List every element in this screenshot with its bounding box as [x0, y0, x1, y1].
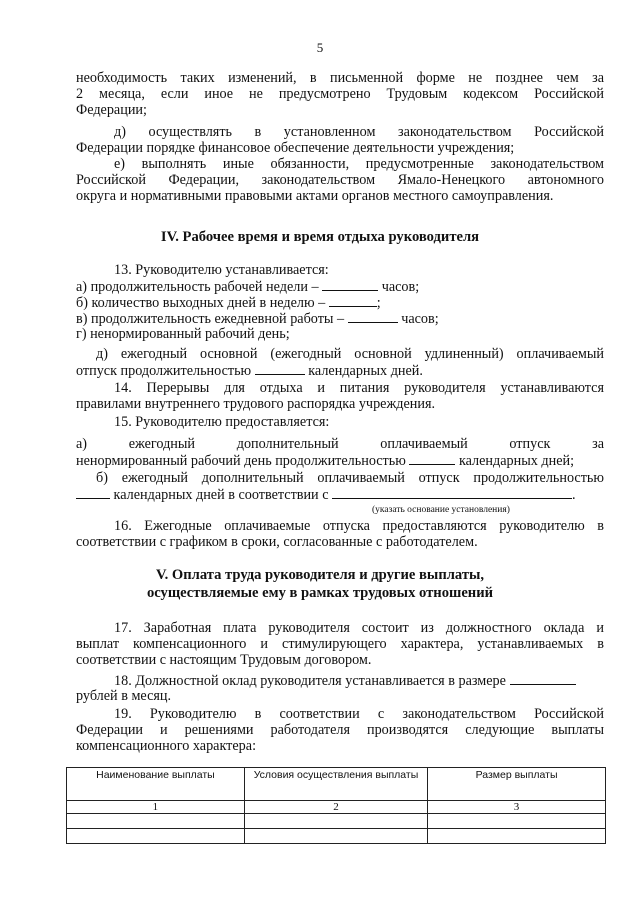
text-line: выплат компенсационного и стимулирующего характера, устанавливаемых в	[76, 636, 604, 652]
blank-field[interactable]	[409, 452, 455, 465]
text-line: 15. Руководителю предоставляется:	[114, 414, 330, 430]
section-heading: V. Оплата труда руководителя и другие выплаты,	[155, 567, 485, 583]
text-line: соответствии с графиком в сроки, согласованные с работодателем.	[76, 534, 478, 550]
section-heading: IV. Рабочее время и время отдыха руководителя	[160, 229, 480, 245]
table-cell[interactable]	[428, 829, 606, 844]
text-line: в) продолжительность ежедневной работы – часов;	[76, 311, 439, 327]
table-cell: 2	[244, 801, 427, 814]
blank-field[interactable]	[255, 362, 305, 375]
table-header: Размер выплаты	[428, 768, 606, 801]
table-cell[interactable]	[67, 829, 245, 844]
table-cell: 1	[67, 801, 245, 814]
text-line: Федерации порядке финансовое обеспечение деятельности учреждения;	[76, 140, 515, 156]
text-line: календарных дней в соответствии с .	[76, 486, 604, 503]
text-line: а) продолжительность рабочей недели – часов;	[76, 279, 420, 295]
text-line: 13. Руководителю устанавливается:	[114, 262, 329, 278]
text-line: 14. Перерывы для отдыха и питания руководителя устанавливаются	[114, 380, 604, 396]
text-line: б) ежегодный дополнительный оплачиваемый отпуск продолжительностью	[96, 470, 604, 486]
section-heading: осуществляемые ему в рамках трудовых отношений	[146, 585, 494, 601]
text-line: Федерации и решениями работодателя производятся следующие выплаты	[76, 722, 604, 738]
text-line: правилами внутреннего трудового распорядка учреждения.	[76, 396, 436, 412]
text-line: ненормированный рабочий день продолжительностью календарных дней;	[76, 453, 575, 469]
text-line: 2 месяца, если иное не предусмотрено Трудовым кодексом Российской	[76, 86, 604, 102]
table-header: Наименование выплаты	[67, 768, 245, 801]
table-cell[interactable]	[428, 814, 606, 829]
blank-field[interactable]	[332, 486, 572, 499]
text-line: округа и нормативными правовыми актами органов местного самоуправления.	[76, 188, 554, 204]
table-header: Условия осуществления выплаты	[244, 768, 427, 801]
table-cell[interactable]	[67, 814, 245, 829]
text-line: 19. Руководителю в соответствии с законодательством Российской	[114, 706, 604, 722]
blank-field[interactable]	[329, 294, 377, 307]
text-line: а) ежегодный дополнительный оплачиваемый отпуск за	[76, 436, 604, 452]
blank-field[interactable]	[76, 486, 110, 499]
text-line: необходимость таких изменений, в письменной форме не позднее чем за	[76, 70, 604, 86]
text-line: компенсационного характера:	[76, 738, 257, 754]
table-cell[interactable]	[244, 829, 427, 844]
text-line: рублей в месяц.	[76, 688, 172, 704]
blank-field[interactable]	[348, 310, 398, 323]
text-line: б) количество выходных дней в неделю – ;	[76, 295, 381, 311]
text-line: г) ненормированный рабочий день;	[76, 326, 290, 342]
blank-field[interactable]	[510, 672, 576, 685]
field-hint: (указать основание установления)	[372, 505, 510, 515]
page-number: 5	[316, 40, 324, 55]
table-cell: 3	[428, 801, 606, 814]
text-line: 18. Должностной оклад руководителя устанавливается в размере	[114, 672, 604, 689]
text-line: д) осуществлять в установленном законодательством Российской	[114, 124, 604, 140]
text-line: д) ежегодный основной (ежегодный основной удлиненный) оплачиваемый	[96, 346, 604, 362]
text-line: е) выполнять иные обязанности, предусмотренные законодательством	[114, 156, 604, 172]
text-line: 16. Ежегодные оплачиваемые отпуска предоставляются руководителю в	[114, 518, 604, 534]
table-cell[interactable]	[244, 814, 427, 829]
text-line: соответствии с настоящим Трудовым договором.	[76, 652, 372, 668]
payments-table	[66, 767, 606, 844]
text-line: Федерации;	[76, 102, 147, 118]
text-line: отпуск продолжительностью календарных дней.	[76, 363, 423, 379]
text-line: 17. Заработная плата руководителя состоит из должностного оклада и	[114, 620, 604, 636]
blank-field[interactable]	[322, 278, 378, 291]
text-line: Российской Федерации, законодательством Ямало-Ненецкого автономного	[76, 172, 604, 188]
